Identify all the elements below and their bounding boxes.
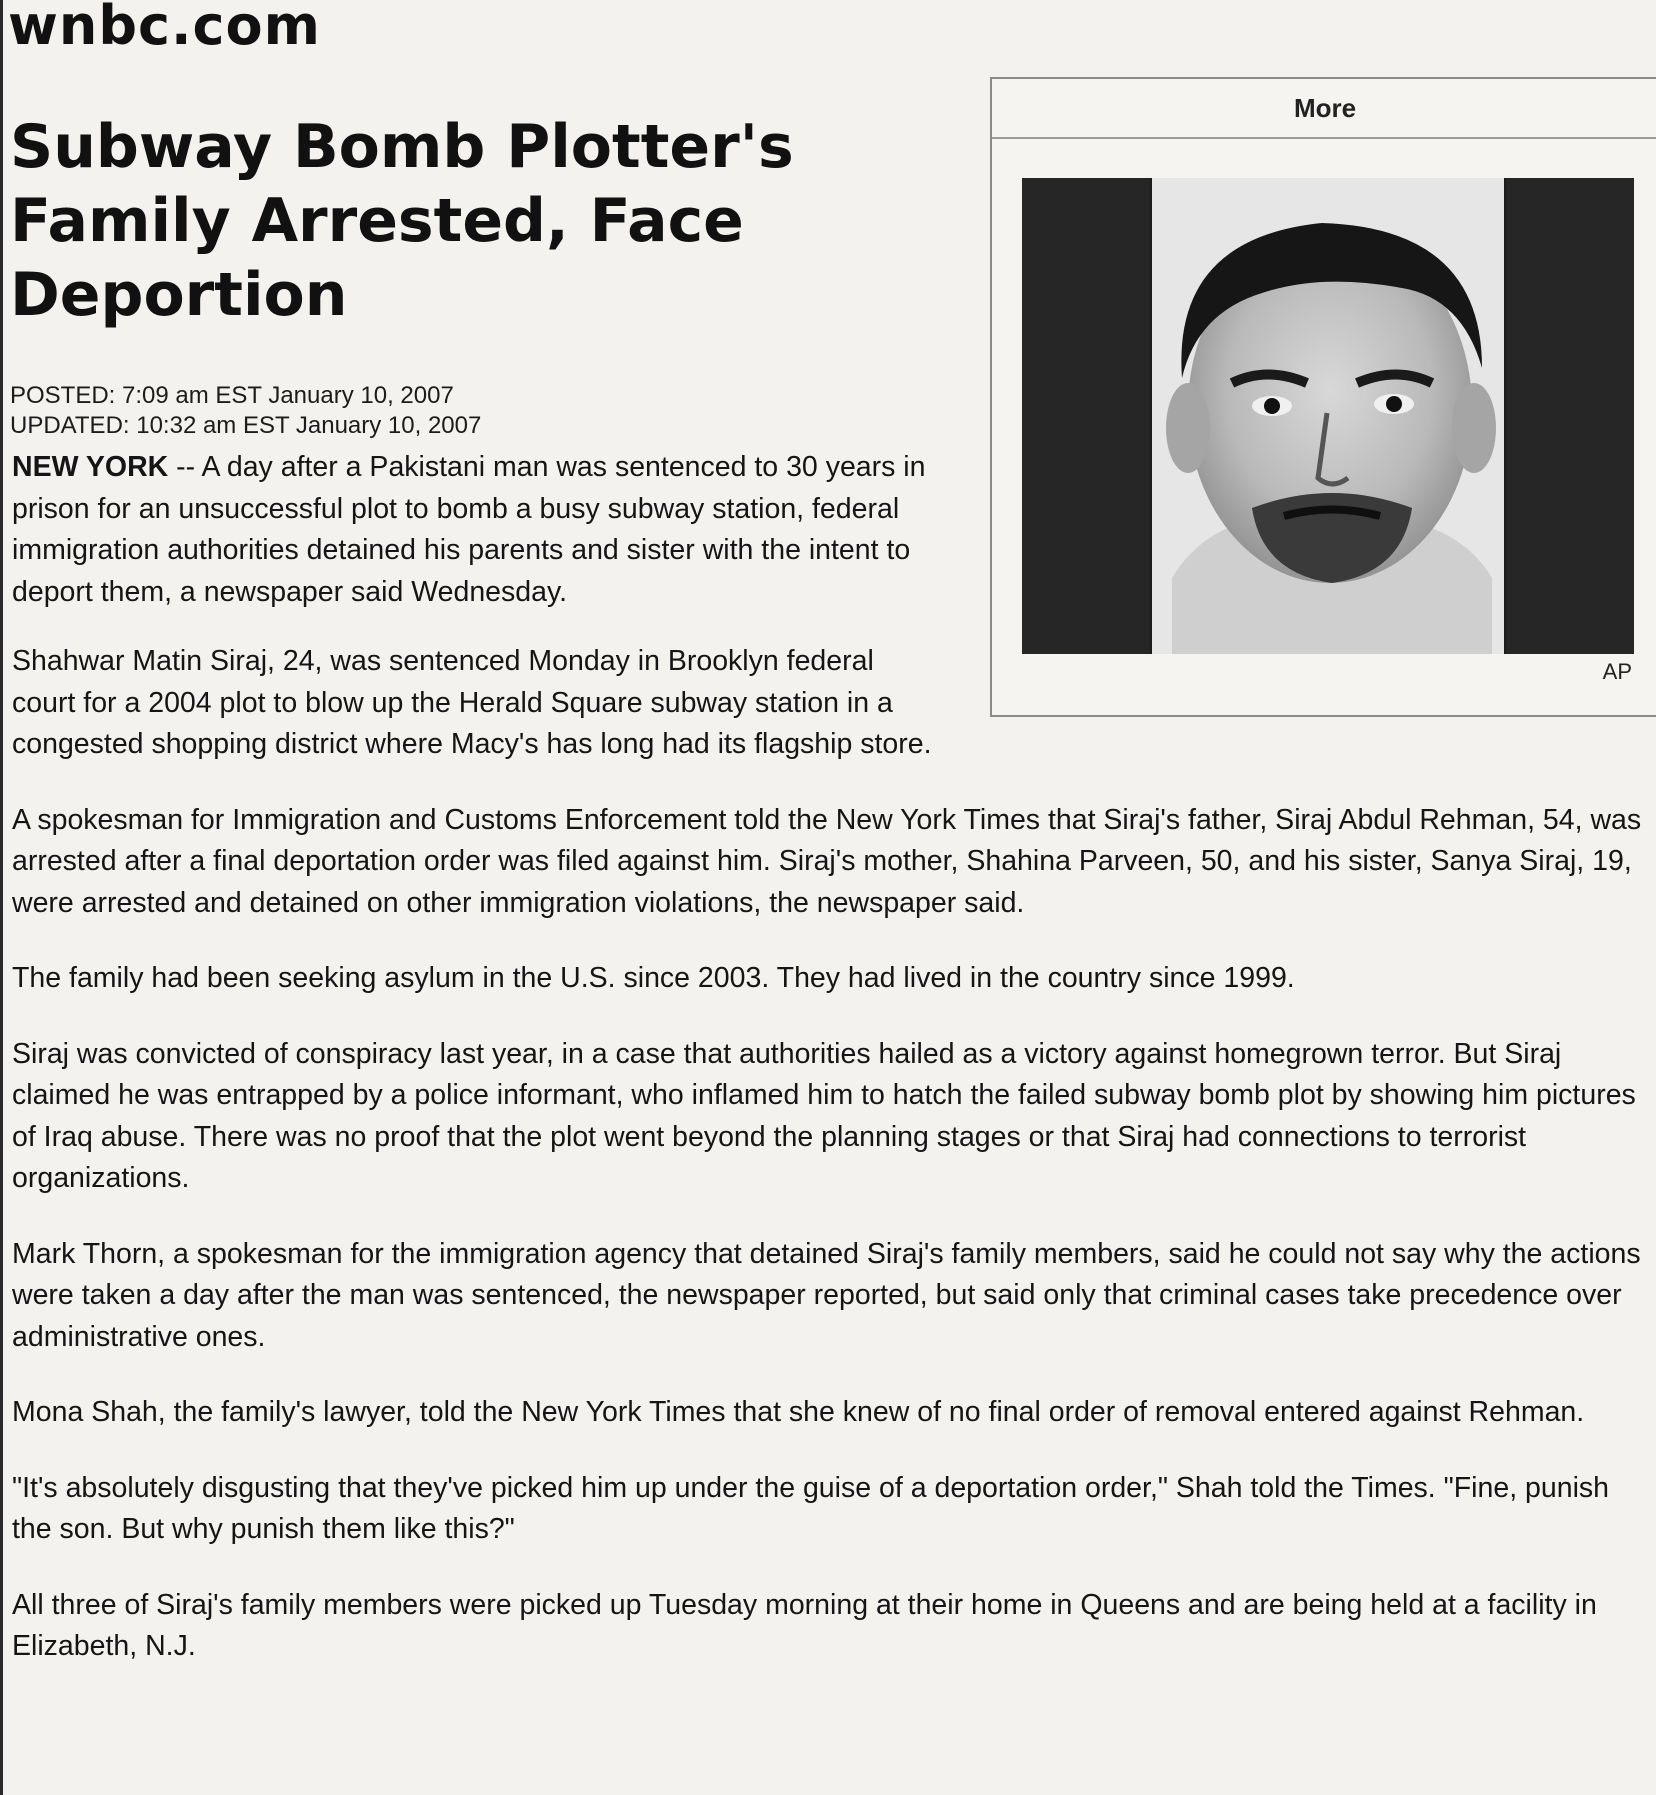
dateline: NEW YORK bbox=[12, 451, 169, 483]
article-paragraph: Shahwar Matin Siraj, 24, was sentenced Monday in Brooklyn federal court for a 2004 plot to blow up the Herald Square subway station in a congested shopping district where Macy's has long had its flagship store. bbox=[12, 645, 932, 760]
sidebar-heading: More bbox=[992, 79, 1656, 139]
article-paragraph: All three of Siraj's family members were picked up Tuesday morning at their home in Queens and are being held at a facility in Elizabeth, N.J. bbox=[12, 1588, 1597, 1662]
article-paragraph: Siraj was convicted of conspiracy last year, in a case that authorities hailed as a victory against homegrown terror. But Siraj claimed he was entrapped by a police informant, who inflamed him to hatch the failed subway bomb plot by showing him pictures of Iraq abuse. There was no proof that the plot went beyond the planning stages or that Siraj had connections to terrorist organizations. bbox=[12, 1037, 1636, 1194]
article-paragraph: Mark Thorn, a spokesman for the immigration agency that detained Siraj's family members, said he could not say why the actions were taken a day after the man was sentenced, the newspaper reported, but said only that criminal cases take precedence over administrative ones. bbox=[12, 1237, 1641, 1353]
article-headline: Subway Bomb Plotter's Family Arrested, Face Deportion bbox=[10, 112, 794, 330]
site-name: wnbc.com bbox=[8, 0, 321, 57]
article-paragraph: A spokesman for Immigration and Customs Enforcement told the New York Times that Siraj's father, Siraj Abdul Rehman, 54, was arrested after a final deportation order was filed against him. Siraj's mother, Shahina Parveen, 50, and his sister, Sanya Siraj, 19, were arrested and detained on other immigration violations, the newspaper said. bbox=[12, 803, 1642, 919]
photo-credit: AP bbox=[1602, 659, 1632, 684]
article-paragraph: Mona Shah, the family's lawyer, told the New York Times that she knew of no final order of removal entered against Rehman. bbox=[12, 1396, 1585, 1428]
posted-timestamp: POSTED: 7:09 am EST January 10, 2007 bbox=[10, 382, 454, 409]
article-lead bbox=[12, 447, 972, 613]
lead-text: -- A day after a Pakistani man was sentenced to 30 years in prison for an unsuccessful plot to bomb a busy subway station, federal immigration authorities detained his parents and sister with the intent to deport them, a newspaper said Wednesday. bbox=[12, 451, 926, 608]
article-meta bbox=[10, 381, 481, 441]
article-paragraph: "It's absolutely disgusting that they've picked him up under the guise of a deportation order," Shah told the Times. "Fine, punish the son. But why punish them like this?" bbox=[12, 1471, 1610, 1545]
article-paragraph: The family had been seeking asylum in the U.S. since 2003. They had lived in the country since 1999. bbox=[12, 962, 1295, 994]
updated-timestamp: UPDATED: 10:32 am EST January 10, 2007 bbox=[10, 412, 482, 439]
article-body bbox=[12, 447, 1642, 1668]
